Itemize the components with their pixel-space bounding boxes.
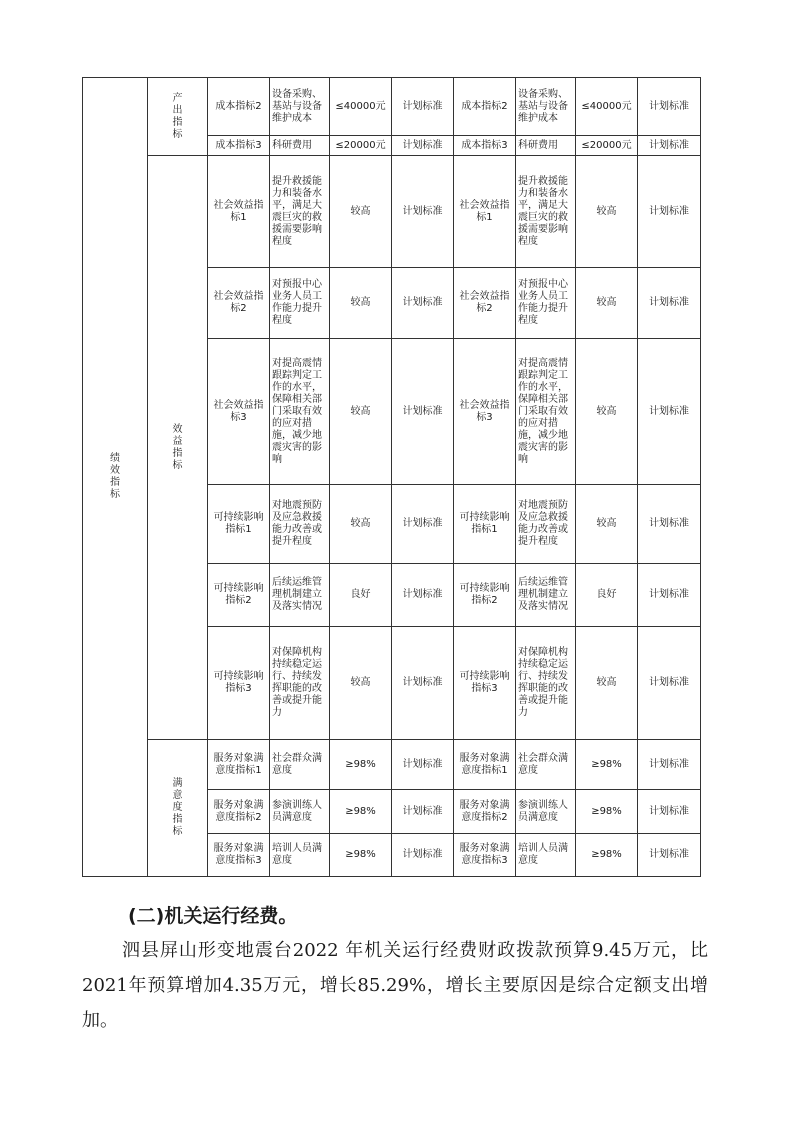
indicator-value: ≥98%: [576, 740, 638, 790]
indicator-value: ≤40000元: [576, 78, 638, 136]
indicator-standard: 计划标准: [638, 156, 701, 268]
indicator-standard: 计划标准: [638, 339, 701, 485]
indicator-standard: 计划标准: [638, 485, 701, 564]
table-row: [83, 156, 701, 268]
indicator-name: 服务对象满意度指标1: [454, 740, 516, 790]
indicator-standard: 计划标准: [392, 627, 454, 740]
indicator-name: 服务对象满意度指标3: [208, 834, 270, 877]
level2-cell-benefit: 效益指标: [148, 156, 208, 740]
indicator-name: 社会效益指标1: [208, 156, 270, 268]
indicator-desc: 对提高震情跟踪判定工作的水平，保障相关部门采取有效的应对措施，减少地震灾害的影响: [516, 339, 576, 485]
indicator-name: 服务对象满意度指标2: [208, 790, 270, 834]
indicator-standard: 计划标准: [392, 268, 454, 339]
indicator-value: ≥98%: [330, 834, 392, 877]
body-paragraph: 泗县屏山形变地震台2022 年机关运行经费财政拨款预算9.45万元，比2021年预算增加4.35万元，增长85.29%，增长主要原因是综合定额支出增加。: [82, 940, 708, 1031]
indicator-desc: 对保障机构持续稳定运行、持续发挥职能的改善或提升能力: [270, 627, 330, 740]
indicator-name: 可持续影响指标2: [208, 564, 270, 627]
level2-cell-satisfaction: 满意度指标: [148, 740, 208, 877]
table-row: [83, 78, 701, 136]
indicator-desc: 对地震预防及应急救援能力改善或提升程度: [516, 485, 576, 564]
indicator-desc: 社会群众满意度: [270, 740, 330, 790]
indicator-standard: 计划标准: [392, 790, 454, 834]
indicator-desc: 参演训练人员满意度: [516, 790, 576, 834]
table-row: [83, 740, 701, 790]
indicator-name: 可持续影响指标3: [454, 627, 516, 740]
indicator-name: 社会效益指标2: [454, 268, 516, 339]
indicator-value: 较高: [330, 156, 392, 268]
indicator-standard: 计划标准: [392, 339, 454, 485]
indicator-value: ≤20000元: [330, 136, 392, 156]
indicator-desc: 对预报中心业务人员工作能力提升程度: [270, 268, 330, 339]
indicator-name: 可持续影响指标1: [454, 485, 516, 564]
indicator-standard: 计划标准: [392, 78, 454, 136]
indicator-name: 社会效益指标2: [208, 268, 270, 339]
indicator-desc: 提升救援能力和装备水平，满足大震巨灾的救援需要影响程度: [516, 156, 576, 268]
indicator-name: 社会效益指标1: [454, 156, 516, 268]
indicator-standard: 计划标准: [392, 156, 454, 268]
level2-cell-output: 产出指标: [148, 78, 208, 156]
indicator-standard: 计划标准: [638, 78, 701, 136]
indicator-value: ≥98%: [330, 790, 392, 834]
indicator-standard: 计划标准: [638, 627, 701, 740]
indicator-value: ≤40000元: [330, 78, 392, 136]
indicator-desc: 设备采购、基站与设备维护成本: [516, 78, 576, 136]
indicator-desc: 对保障机构持续稳定运行、持续发挥职能的改善或提升能力: [516, 627, 576, 740]
indicator-value: 良好: [576, 564, 638, 627]
indicator-desc: 参演训练人员满意度: [270, 790, 330, 834]
indicator-value: 较高: [330, 627, 392, 740]
indicator-value: 较高: [330, 485, 392, 564]
indicator-standard: 计划标准: [392, 136, 454, 156]
indicator-standard: 计划标准: [392, 740, 454, 790]
indicator-desc: 培训人员满意度: [516, 834, 576, 877]
performance-indicator-table: [82, 77, 701, 877]
indicator-standard: 计划标准: [392, 834, 454, 877]
indicator-name: 成本指标2: [208, 78, 270, 136]
indicator-desc: 社会群众满意度: [516, 740, 576, 790]
indicator-name: 成本指标3: [208, 136, 270, 156]
indicator-value: 良好: [330, 564, 392, 627]
indicator-value: ≥98%: [576, 790, 638, 834]
indicator-desc: 后续运维管理机制建立及落实情况: [516, 564, 576, 627]
indicator-name: 社会效益指标3: [454, 339, 516, 485]
indicator-name: 可持续影响指标1: [208, 485, 270, 564]
indicator-value: 较高: [576, 339, 638, 485]
indicator-value: ≤20000元: [576, 136, 638, 156]
indicator-name: 成本指标3: [454, 136, 516, 156]
indicator-desc: 设备采购、基站与设备维护成本: [270, 78, 330, 136]
indicator-desc: 对地震预防及应急救援能力改善或提升程度: [270, 485, 330, 564]
indicator-desc: 后续运维管理机制建立及落实情况: [270, 564, 330, 627]
indicator-desc: 科研费用: [270, 136, 330, 156]
indicator-desc: 对提高震情跟踪判定工作的水平，保障相关部门采取有效的应对措施，减少地震灾害的影响: [270, 339, 330, 485]
indicator-standard: 计划标准: [392, 564, 454, 627]
indicator-standard: 计划标准: [392, 485, 454, 564]
level1-cell: 绩效指标: [83, 78, 148, 877]
indicator-value: 较高: [576, 485, 638, 564]
indicator-standard: 计划标准: [638, 790, 701, 834]
indicator-name: 服务对象满意度指标1: [208, 740, 270, 790]
indicator-name: 可持续影响指标3: [208, 627, 270, 740]
indicator-name: 服务对象满意度指标3: [454, 834, 516, 877]
indicator-standard: 计划标准: [638, 740, 701, 790]
indicator-value: 较高: [330, 339, 392, 485]
indicator-value: ≥98%: [576, 834, 638, 877]
indicator-value: ≥98%: [330, 740, 392, 790]
indicator-desc: 培训人员满意度: [270, 834, 330, 877]
indicator-name: 可持续影响指标2: [454, 564, 516, 627]
indicator-desc: 提升救援能力和装备水平，满足大震巨灾的救援需要影响程度: [270, 156, 330, 268]
indicator-name: 服务对象满意度指标2: [454, 790, 516, 834]
indicator-value: 较高: [576, 268, 638, 339]
indicator-standard: 计划标准: [638, 136, 701, 156]
indicator-value: 较高: [576, 156, 638, 268]
indicator-standard: 计划标准: [638, 268, 701, 339]
indicator-standard: 计划标准: [638, 564, 701, 627]
indicator-standard: 计划标准: [638, 834, 701, 877]
section-heading: (二)机关运行经费。: [128, 905, 298, 927]
indicator-name: 成本指标2: [454, 78, 516, 136]
indicator-desc: 对预报中心业务人员工作能力提升程度: [516, 268, 576, 339]
indicator-name: 社会效益指标3: [208, 339, 270, 485]
indicator-desc: 科研费用: [516, 136, 576, 156]
indicator-value: 较高: [576, 627, 638, 740]
indicator-value: 较高: [330, 268, 392, 339]
